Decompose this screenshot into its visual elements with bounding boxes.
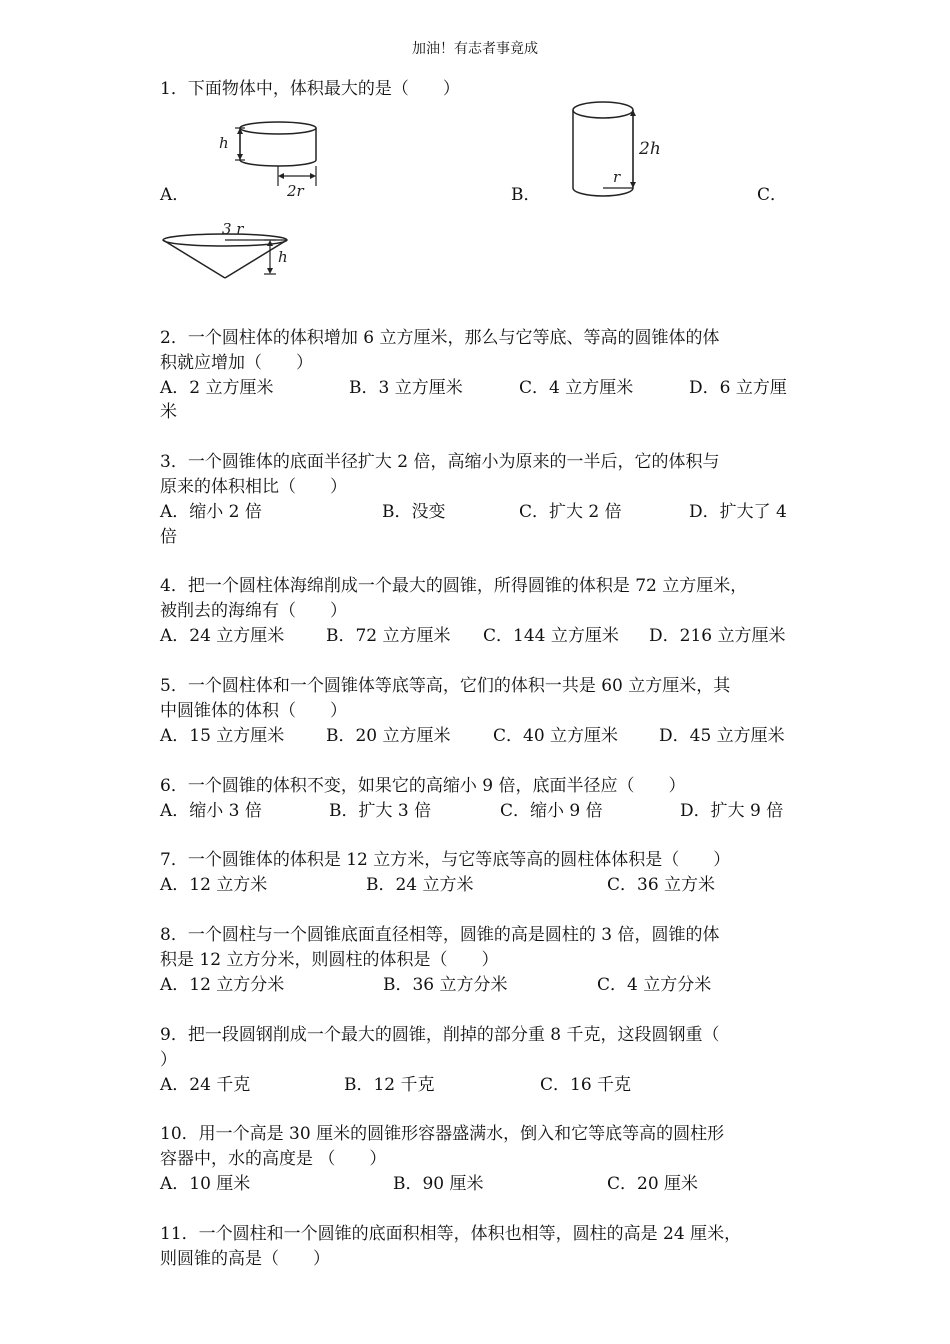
question-10-option-c: C．20 厘米 — [607, 1174, 699, 1194]
question-2-option-c: C．4 立方厘米 — [519, 378, 634, 398]
question-3-option-c: C．扩大 2 倍 — [519, 502, 622, 522]
question-4-option-a: A．24 立方厘米 — [160, 626, 285, 646]
question-9-option-a: A．24 千克 — [160, 1075, 251, 1095]
question-8-option-c: C．4 立方分米 — [597, 975, 712, 995]
question-7-option-b: B．24 立方米 — [366, 875, 474, 895]
question-8-line-1: 8．一个圆柱与一个圆锥底面直径相等，圆锥的高是圆柱的 3 倍，圆锥的体 — [160, 925, 720, 945]
question-3-line-1: 3．一个圆锥体的底面半径扩大 2 倍，高缩小为原来的一半后，它的体积与 — [160, 452, 720, 472]
question-9-line-1: 9．把一段圆钢削成一个最大的圆锥，削掉的部分重 8 千克，这段圆钢重（ — [160, 1025, 720, 1045]
question-5-option-d: D．45 立方厘米 — [659, 726, 785, 746]
question-9-line-2: ） — [160, 1050, 177, 1070]
question-9-option-b: B．12 千克 — [344, 1075, 435, 1095]
question-3-line-2: 原来的体积相比（ ） — [160, 477, 347, 497]
question-3-option-a: A．缩小 2 倍 — [160, 502, 262, 522]
question-6-option-d: D．扩大 9 倍 — [680, 801, 784, 821]
question-8-option-b: B．36 立方分米 — [383, 975, 508, 995]
question-2-wrap: 米 — [160, 402, 177, 422]
question-6-option-c: C．缩小 9 倍 — [500, 801, 603, 821]
figure-c-r-label: 3 r — [222, 220, 244, 238]
page-header: 加油！有志者事竟成 — [412, 41, 538, 57]
question-1-option-c: C． — [757, 185, 788, 205]
cone-figure-c — [160, 218, 300, 284]
question-10-option-b: B．90 厘米 — [393, 1174, 484, 1194]
figure-c-h-label: h — [278, 248, 288, 266]
question-2-line-2: 积就应增加（ ） — [160, 353, 313, 373]
question-5-option-c: C．40 立方厘米 — [493, 726, 619, 746]
question-1-option-a: A． — [160, 185, 190, 205]
question-5-option-a: A．15 立方厘米 — [160, 726, 285, 746]
question-11-line-1: 11．一个圆柱和一个圆锥的底面积相等，体积也相等，圆柱的高是 24 厘米， — [160, 1224, 742, 1244]
question-10-line-2: 容器中，水的高度是 （ ） — [160, 1149, 387, 1169]
question-4-option-c: C．144 立方厘米 — [483, 626, 619, 646]
figure-b-r-label: r — [613, 168, 621, 186]
question-5-line-2: 中圆锥体的体积（ ） — [160, 701, 347, 721]
question-4-line-2: 被削去的海绵有（ ） — [160, 601, 347, 621]
figure-a-r-label: 2r — [287, 182, 304, 200]
question-2-option-d: D．6 立方厘 — [689, 378, 787, 398]
figure-a-h-label: h — [219, 134, 229, 152]
cylinder-figure-b — [565, 98, 675, 202]
question-10-option-a: A．10 厘米 — [160, 1174, 251, 1194]
question-1-stem: 1．下面物体中，体积最大的是（ ） — [160, 79, 460, 99]
question-6-option-a: A．缩小 3 倍 — [160, 801, 262, 821]
question-4-option-b: B．72 立方厘米 — [326, 626, 451, 646]
question-7-line-1: 7．一个圆锥体的体积是 12 立方米，与它等底等高的圆柱体体积是（ ） — [160, 850, 731, 870]
question-5-line-1: 5．一个圆柱体和一个圆锥体等底等高，它们的体积一共是 60 立方厘米，其 — [160, 676, 731, 696]
question-11-line-2: 则圆锥的高是（ ） — [160, 1249, 330, 1269]
cylinder-figure-a — [215, 118, 325, 200]
question-8-line-2: 积是 12 立方分米，则圆柱的体积是（ ） — [160, 950, 499, 970]
question-3-option-b: B．没变 — [382, 502, 446, 522]
question-2-option-b: B．3 立方厘米 — [349, 378, 463, 398]
question-3-option-d: D．扩大了 4 — [689, 502, 787, 522]
question-10-line-1: 10．用一个高是 30 厘米的圆锥形容器盛满水，倒入和它等底等高的圆柱形 — [160, 1124, 725, 1144]
figure-b-h-label: 2h — [639, 139, 661, 159]
question-2-line-1: 2．一个圆柱体的体积增加 6 立方厘米，那么与它等底、等高的圆锥体的体 — [160, 328, 720, 348]
question-3-wrap: 倍 — [160, 527, 177, 547]
question-9-option-c: C．16 千克 — [540, 1075, 632, 1095]
question-4-line-1: 4．把一个圆柱体海绵削成一个最大的圆锥，所得圆锥的体积是 72 立方厘米， — [160, 576, 748, 596]
question-8-option-a: A．12 立方分米 — [160, 975, 285, 995]
question-7-option-a: A．12 立方米 — [160, 875, 268, 895]
question-6-line-1: 6．一个圆锥的体积不变，如果它的高缩小 9 倍，底面半径应（ ） — [160, 776, 686, 796]
question-2-option-a: A．2 立方厘米 — [160, 378, 274, 398]
question-4-option-d: D．216 立方厘米 — [649, 626, 786, 646]
question-1-option-b: B． — [511, 185, 541, 205]
question-6-option-b: B．扩大 3 倍 — [329, 801, 432, 821]
question-7-option-c: C．36 立方米 — [607, 875, 716, 895]
question-5-option-b: B．20 立方厘米 — [326, 726, 451, 746]
